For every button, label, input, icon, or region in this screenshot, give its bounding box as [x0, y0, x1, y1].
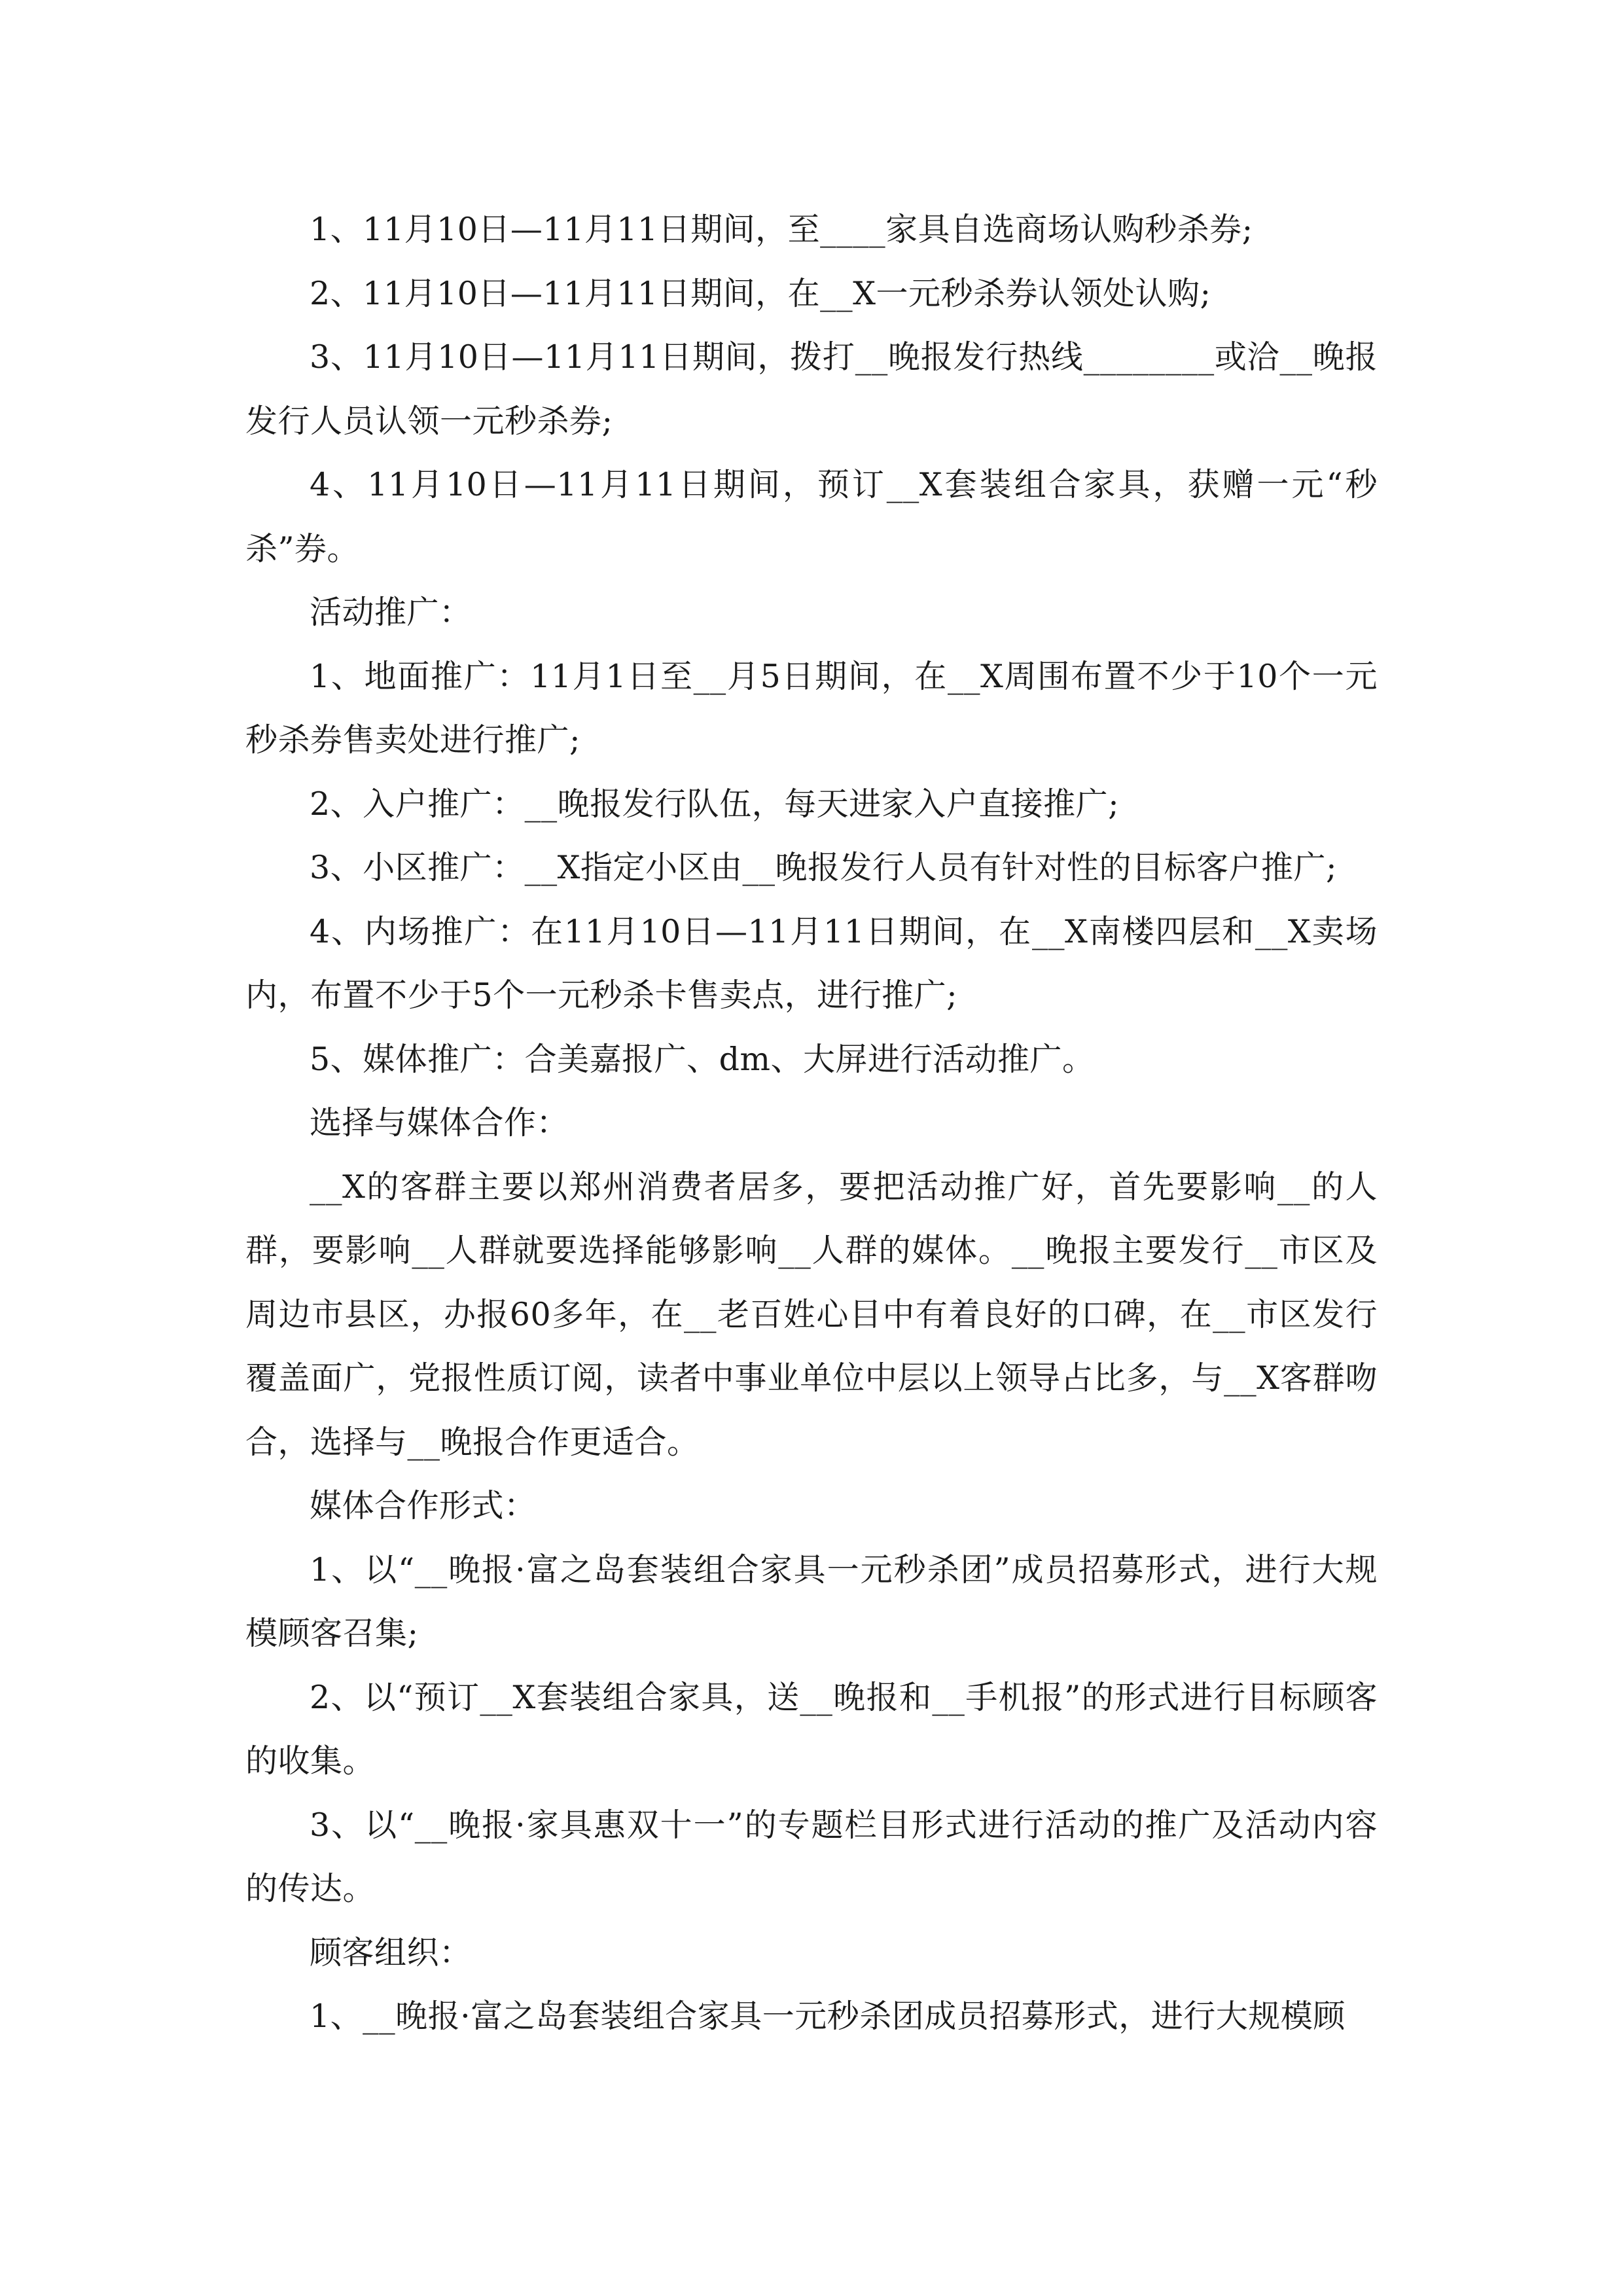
paragraph-10: __X的客群主要以郑州消费者居多，要把活动推广好，首先要影响__的人群，要影响__人群就要选择能够影响__人群的媒体。__晚报主要发行__市区及周边市县区，办报60多年，在__老百姓心目中有着良好的口碑，在__市区发行覆盖面广，党报性质订阅，读者中事业单位中层以上领导占比多，与__X客群吻合，选择与__晚报合作更适合。: [245, 1168, 1378, 1461]
paragraph-6: 2、入户推广：__晚报发行队伍，每天进家入户直接推广;: [310, 785, 1120, 823]
section-heading-customer-organization: 顾客组织：: [310, 1933, 472, 1971]
paragraph-7: 3、小区推广：__X指定小区由__晚报发行人员有针对性的目标客户推广;: [310, 849, 1338, 886]
section-heading-media-cooperation: 媒体合作形式：: [310, 1487, 537, 1524]
document-body: [245, 198, 1378, 2049]
paragraph-14: 1、__晚报·富之岛套装组合家具一元秒杀团成员招募形式，进行大规模顾: [310, 1998, 1346, 2035]
paragraph-1: 1、11月10日—11月11日期间，至____家具自选商场认购秒杀券;: [310, 211, 1253, 248]
paragraph-5: 1、地面推广：11月1日至__月5日期间，在__X周围布置不少于10个一元秒杀券售卖处进行推广;: [245, 657, 1378, 759]
paragraph-3: 3、11月10日—11月11日期间，拨打__晚报发行热线________或洽__晚报发行人员认领一元秒杀券;: [245, 338, 1378, 440]
paragraph-13: 3、以“__晚报·家具惠双十一”的专题栏目形式进行活动的推广及活动内容的传达。: [245, 1806, 1378, 1907]
paragraph-4: 4、11月10日—11月11日期间，预订__X套装组合家具，获赠一元“秒杀”券。: [245, 466, 1378, 567]
paragraph-9: 5、媒体推广：合美嘉报广、dm、大屏进行活动推广。: [310, 1040, 1095, 1078]
section-heading-promotion: 活动推广：: [310, 594, 472, 631]
paragraph-11: 1、以“__晚报·富之岛套装组合家具一元秒杀团”成员招募形式，进行大规模顾客召集;: [245, 1551, 1378, 1652]
paragraph-2: 2、11月10日—11月11日期间，在__X一元秒杀券认领处认购;: [310, 274, 1211, 312]
section-heading-media-choice: 选择与媒体合作：: [310, 1104, 569, 1141]
paragraph-8: 4、内场推广：在11月10日—11月11日期间，在__X南楼四层和__X卖场内，布置不少于5个一元秒杀卡售卖点，进行推广;: [245, 912, 1378, 1014]
paragraph-12: 2、以“预订__X套装组合家具，送__晚报和__手机报”的形式进行目标顾客的收集。: [245, 1678, 1378, 1780]
